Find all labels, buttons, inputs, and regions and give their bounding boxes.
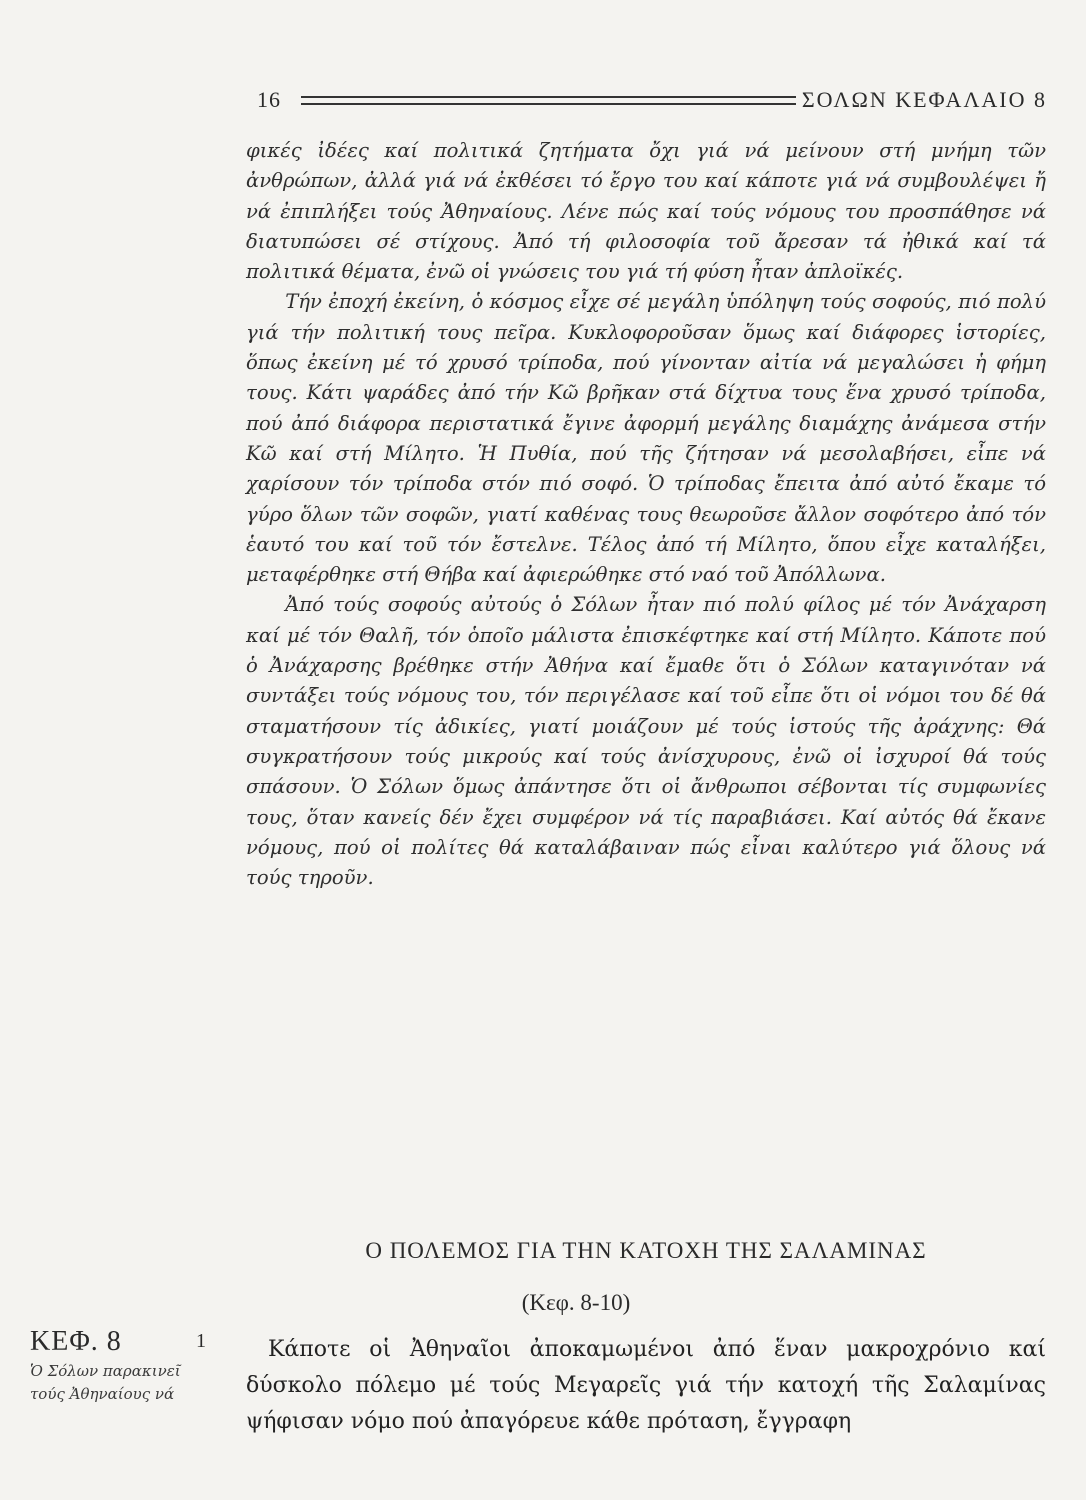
margin-note: Ὁ Σόλων παρακινεῖ τούς Ἀθηναίους νά [30, 1362, 181, 1403]
page-number: 16 [257, 87, 281, 112]
body-text [246, 136, 1046, 893]
page-header [257, 82, 1047, 118]
body-paragraph: φικές ἰδέες καί πολιτικά ζητήματα ὄχι γιά νά μείνουν στή μνήμη τῶν ἀνθρώπων, ἀλλά γιά νά ἐκθέσει τό ἔργο του καί κάποτε γιά νά συμβουλέψει ἤ νά ἐπιπλήξει τούς Ἀθηναίους. Λένε πώς καί τούς νόμους του προσπάθησε νά διατυπώσει σέ στίχους. Ἀπό τή φιλοσοφία τοῦ ἄρεσαν τά ἠθικά καί τά πολιτικά θέματα, ἐνῶ οἱ γνώσεις του γιά τή φύση ἦταν ἁπλοϊκές. [246, 139, 1046, 284]
chapter-range: (Κεφ. 8-10) [521, 1290, 631, 1315]
chapter-label: ΚΕΦ. 8 [30, 1326, 122, 1357]
body-paragraph: Ἀπό τούς σοφούς αὐτούς ὁ Σόλων ἦταν πιό πολύ φίλος μέ τόν Ἀνάχαρση καί μέ τόν Θαλῆ, τόν ὁποῖο μάλιστα ἐπισκέφτηκε καί στή Μίλητο. Κάποτε πού ὁ Ἀνάχαρσης βρέθηκε στήν Ἀθήνα καί ἔμαθε ὅτι ὁ Σόλων καταγινόταν νά συντάξει τούς νόμους του, τόν περιγέλασε καί τοῦ εἶπε ὅτι οἱ νόμοι του δέ θά σταματήσουν τίς ἀδικίες, γιατί μοιάζουν μέ τούς ἱστούς τῆς ἀράχνης: Θά συγκρατήσουν τούς μικρούς καί τούς ἀνίσχυρους, ἐνῶ οἱ ἰσχυροί θά τούς σπάσουν. Ὁ Σόλων ὅμως ἀπάντησε ὅτι οἱ ἄνθρωποι σέβονται τίς συμφωνίες τους, ὅταν κανείς δέν ἔχει συμφέρον νά τίς παραβιάσει. Καί αὐτός θά ἔκανε νόμους, πού οἱ πολίτες θά καταλάβαιναν πώς εἶναι καλύτερο γιά ὅλους νά τούς τηροῦν. [246, 593, 1046, 890]
margin-sidebar [30, 1326, 200, 1406]
section-title: Ο ΠΟΛΕΜΟΣ ΓΙΑ ΤΗΝ ΚΑΤΟΧΗ ΤΗΣ ΣΑΛΑΜΙΝΑΣ [365, 1238, 927, 1263]
running-title: ΣΟΛΩΝ ΚΕΦΑΛΑΙΟ 8 [801, 87, 1047, 112]
main-text [246, 1332, 1046, 1440]
body-paragraph: Τήν ἐποχή ἐκείνη, ὁ κόσμος εἶχε σέ μεγάλη ὑπόληψη τούς σοφούς, πιό πολύ γιά τήν πολιτική τους πεῖρα. Κυκλοφοροῦσαν ὅμως καί διάφορες ἱστορίες, ὅπως ἐκείνη μέ τό χρυσό τρίποδα, πού γίνονταν αἰτία νά μεγαλώσει ἡ φήμη τους. Κάτι ψαράδες ἀπό τήν Κῶ βρῆκαν στά δίχτυα τους ἕνα χρυσό τρίποδα, πού ἀπό διάφορα περιστατικά ἔγινε ἀφορμή μεγάλης διαμάχης ἀνάμεσα στήν Κῶ καί στή Μίλητο. Ἡ Πυθία, πού τῆς ζήτησαν νά μεσολαβήσει, εἶπε νά χαρίσουν τόν τρίποδα στόν πιό σοφό. Ὁ τρίποδας ἔπειτα ἀπό αὐτό ἔκαμε τό γύρο ὅλων τῶν σοφῶν, γιατί καθένας τους θεωροῦσε ἄλλον σοφότερο ἀπό τόν ἑαυτό του καί τοῦ τόν ἔστελνε. Τέλος ἀπό τή Μίλητο, ὅπου εἶχε καταλήξει, μεταφέρθηκε στή Θήβα καί ἀφιερώθηκε στό ναό τοῦ Ἀπόλλωνα. [246, 290, 1046, 587]
paragraph-number: 1 [196, 1330, 206, 1352]
header-rule [301, 96, 796, 105]
main-paragraph: Κάποτε οἱ Ἀθηναῖοι ἀποκαμωμένοι ἀπό ἕναν μακροχρόνιο καί δύσκολο πόλεμο μέ τούς Μεγαρεῖς γιά τήν κατοχή τῆς Σαλαμίνας ψήφισαν νόμο πού ἀπαγόρευε κάθε πρόταση, ἔγγραφη [246, 1337, 1046, 1434]
